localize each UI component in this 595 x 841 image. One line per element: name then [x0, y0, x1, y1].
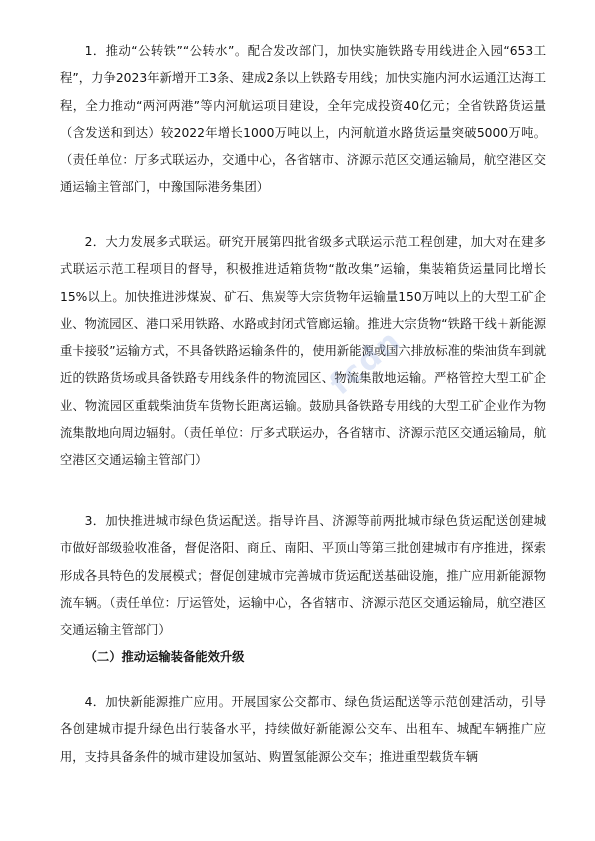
paragraph-new-energy-promotion: 4．加快新能源推广应用。开展国家公交都市、绿色货运配送等示范创建活动，引导各创建城市提升绿色出行装备水平，持续做好新能源公交车、出租车、城配车辆推广应用，支持具备条件的城市建设加氢站、购置氢能源公交车；推进重型载货车辆: [60, 695, 546, 764]
paragraph-urban-green-delivery: 3．加快推进城市绿色货运配送。指导许昌、济源等前两批城市绿色货运配送创建城市做好部级验收准备，督促洛阳、商丘、南阳、平顶山等第三批创建城市有序推进，探索形成各具特色的发展模式；督促创建城市完善城市货运配送基础设施，推广应用新能源物流车辆。（责任单位：厅运管处，运输中心，各省辖市、济源示范区交通运输局，航空港区交通运输主管部门）: [60, 514, 546, 638]
section-heading: （二）推动运输装备能效升级: [84, 650, 245, 664]
watermark: fcdn: [323, 322, 409, 403]
paragraph-multimodal-transport: 2．大力发展多式联运。研究开展第四批省级多式联运示范工程创建，加大对在建多式联运示范工程项目的督导，积极推进适箱货物“散改集”运输，集装箱货运量同比增长15%以上。加快推进涉煤炭、矿石、焦炭等大宗货物年运输量150万吨以上的大型工矿企业、物流园区、港口采用铁路、水路或封闭式管廊运输。推进大宗货物“铁路干线＋新能源重卡接驳”运输方式，不具备铁路运输条件的，使用新能源或国六排放标准的柴油货车到就近的铁路货场或具备铁路专用线条件的物流园区、物流集散地运输。严格管控大型工矿企业、物流园区重载柴油货车货物长距离运输。鼓励具备铁路专用线的大型工矿企业作为物流集散地向周边辐射。（责任单位：厅多式联运办，各省辖市、济源示范区交通运输局，航空港区交通运输主管部门）: [60, 235, 546, 468]
paragraph-rail-water-transfer: 1．推动“公转铁”“公转水”。配合发改部门，加快实施铁路专用线进企入园“653工程”，力争2023年新增开工3条、建成2条以上铁路专用线；加快实施内河水运通江达海工程，全力推动“两河两港”等内河航运项目建设，全年完成投资40亿元；全省铁路货运量（含发送和到达）较2022年增长1000万吨以上，内河航道水路货运量突破5000万吨。（责任单位：厅多式联运办，交通中心，各省辖市、济源示范区交通运输局，航空港区交通运输主管部门，中豫国际港务集团）: [60, 44, 546, 195]
